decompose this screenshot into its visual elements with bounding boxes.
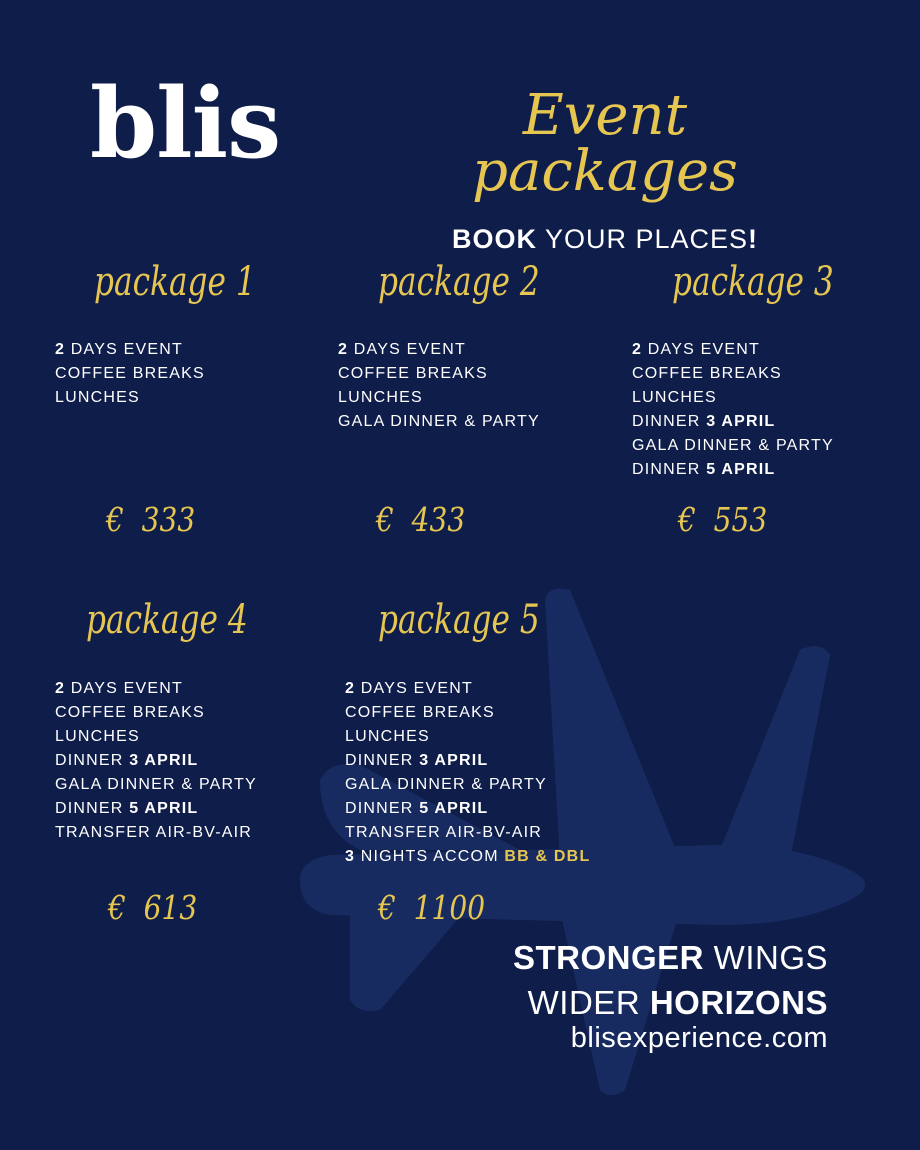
page-subtitle: BOOK YOUR PLACES! (451, 224, 759, 254)
package-5-items (345, 677, 590, 869)
package-4-title: package 4 (86, 597, 248, 643)
package-item: DINNER 5 APRIL (55, 800, 199, 817)
package-item: 2 DAYS EVENT (345, 680, 473, 697)
package-item: GALA DINNER & PARTY (338, 413, 540, 430)
package-5-price: € 1100 (378, 888, 486, 927)
package-item: 2 DAYS EVENT (55, 680, 183, 697)
website-link[interactable]: blisexperience.com (570, 1022, 828, 1054)
package-item: GALA DINNER & PARTY (632, 437, 834, 454)
tagline-line-1: STRONGER WINGS (512, 939, 828, 976)
tagline (513, 935, 828, 1025)
package-item: LUNCHES (338, 389, 423, 406)
package-5-title: package 5 (378, 597, 540, 643)
package-item: 3 NIGHTS ACCOM BB & DBL (345, 848, 591, 865)
package-3-title: package 3 (672, 259, 834, 305)
package-4-items (55, 677, 257, 845)
headline (440, 83, 770, 255)
package-item: TRANSFER AIR-BV-AIR (345, 824, 543, 841)
package-1-items (55, 338, 205, 410)
package-item: DINNER 3 APRIL (345, 752, 489, 769)
tagline-line-2: WIDER HORIZONS (527, 984, 828, 1021)
package-item: DINNER 5 APRIL (632, 461, 776, 478)
package-item: COFFEE BREAKS (345, 704, 495, 721)
package-item: DINNER 3 APRIL (632, 413, 776, 430)
package-item: LUNCHES (632, 389, 717, 406)
package-item: COFFEE BREAKS (55, 365, 205, 382)
package-item: 2 DAYS EVENT (632, 341, 760, 358)
brand-logo: blis (90, 76, 281, 164)
package-item: LUNCHES (55, 728, 140, 745)
page-title: Event packages (472, 83, 738, 204)
package-item: DINNER 5 APRIL (345, 800, 489, 817)
package-item: LUNCHES (345, 728, 430, 745)
package-item: 2 DAYS EVENT (55, 341, 183, 358)
package-item: COFFEE BREAKS (55, 704, 205, 721)
package-item: GALA DINNER & PARTY (55, 776, 257, 793)
package-2-price: € 433 (376, 500, 466, 539)
package-2-items (338, 338, 540, 434)
package-1-price: € 333 (106, 500, 196, 539)
package-item: COFFEE BREAKS (632, 365, 782, 382)
package-3-price: € 553 (678, 500, 768, 539)
package-item: GALA DINNER & PARTY (345, 776, 547, 793)
package-4-price: € 613 (108, 888, 198, 927)
package-1-title: package 1 (94, 259, 256, 305)
package-item: TRANSFER AIR-BV-AIR (55, 824, 253, 841)
package-item: COFFEE BREAKS (338, 365, 488, 382)
package-item: LUNCHES (55, 389, 140, 406)
package-item: DINNER 3 APRIL (55, 752, 199, 769)
package-3-items (632, 338, 834, 482)
package-2-title: package 2 (378, 259, 540, 305)
package-item: 2 DAYS EVENT (338, 341, 466, 358)
